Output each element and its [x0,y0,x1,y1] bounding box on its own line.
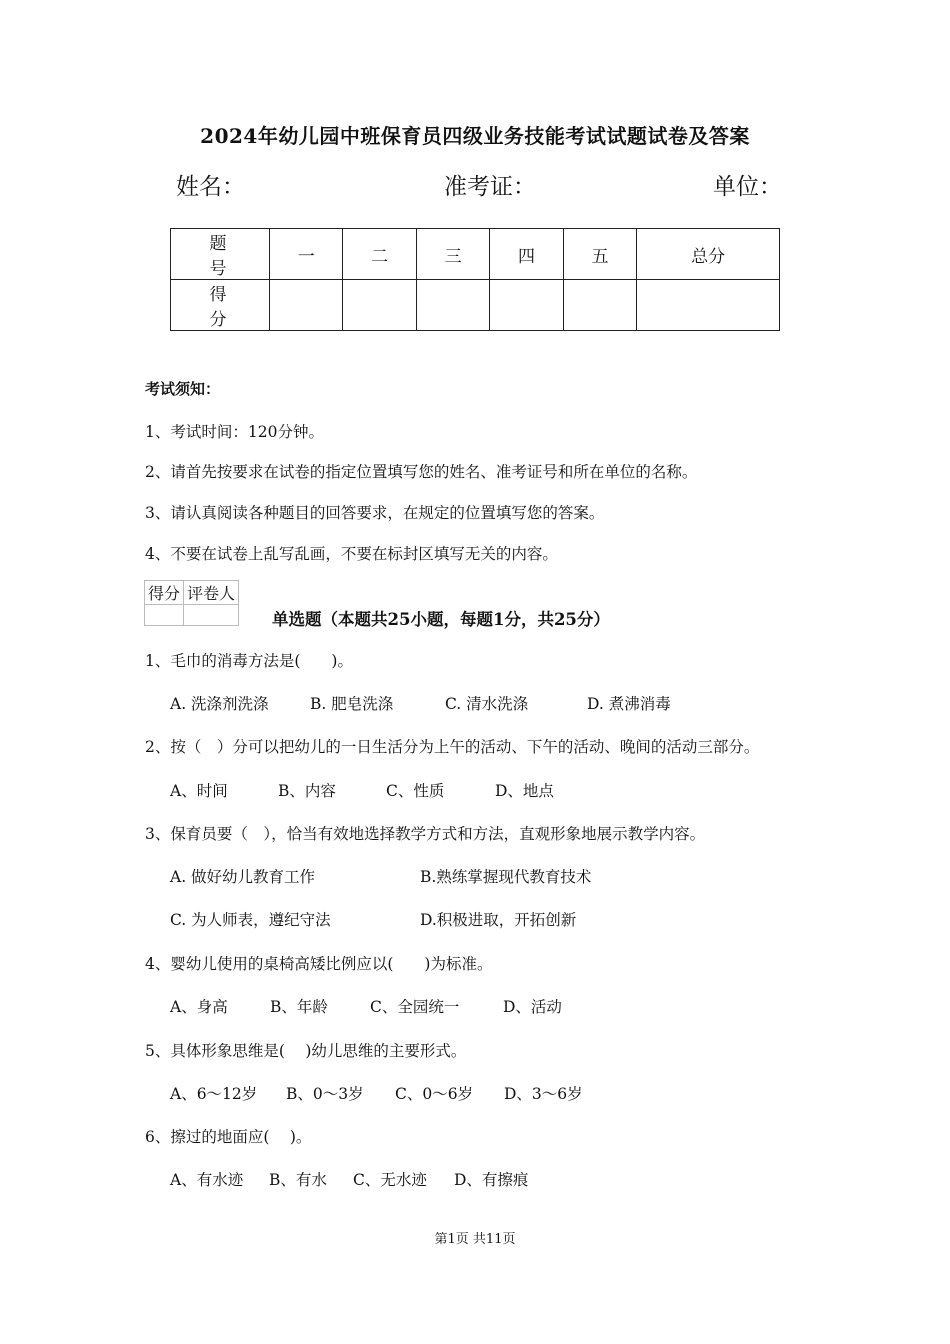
question-option[interactable]: A. 做好幼儿教育工作 [170,868,316,886]
question-stem: 5、具体形象思维是( )幼儿思维的主要形式。 [145,1042,467,1060]
notice-item: 1、考试时间：120分钟。 [145,423,324,441]
page-footer: 第1页 共11页 [434,1232,516,1247]
question-option[interactable]: D. 煮沸消毒 [587,695,671,713]
name-field-label: 姓名： [176,174,245,200]
question-option[interactable]: A、6～12岁 [170,1085,258,1103]
notice-item: 3、请认真阅读各种题目的回答要求，在规定的位置填写您的答案。 [145,504,605,522]
question-option[interactable]: A、有水迹 [170,1171,244,1189]
score-cell[interactable] [343,280,416,331]
question-option[interactable]: B、年龄 [270,998,328,1016]
question-option[interactable]: B、内容 [278,782,336,800]
grader-box [144,580,239,626]
grader-score-cell[interactable] [145,605,184,626]
question-option[interactable]: D、地点 [495,782,554,800]
grader-reviewer-cell[interactable] [184,605,239,626]
question-option[interactable]: D、3～6岁 [504,1085,583,1103]
unit-field-label: 单位： [713,174,782,200]
question-option[interactable]: D、有擦痕 [454,1171,529,1189]
question-stem: 6、擦过的地面应( )。 [145,1128,312,1146]
exam-number-field-label: 准考证： [444,174,536,200]
candidate-info-row [176,168,782,204]
question-option[interactable]: B、有水 [269,1171,327,1189]
question-option[interactable]: A. 洗涤剂洗涤 [170,695,269,713]
score-header-cell: 二 [343,229,416,280]
question-option[interactable]: D、活动 [503,998,562,1016]
notice-item: 4、不要在试卷上乱写乱画，不要在标封区填写无关的内容。 [145,545,558,563]
section-title: 单选题（本题共25小题，每题1分，共25分） [272,610,610,629]
score-header-label: 题 号 [171,229,270,280]
question-option[interactable]: A、身高 [170,998,228,1016]
score-header-cell: 三 [416,229,489,280]
score-header-cell: 四 [490,229,563,280]
question-option[interactable]: C. 为人师表，遵纪守法 [170,911,331,929]
question-option[interactable]: C. 清水洗涤 [445,695,529,713]
question-stem: 2、按（ ）分可以把幼儿的一日生活分为上午的活动、下午的活动、晚间的活动三部分。 [145,738,760,756]
question-option[interactable]: A、时间 [170,782,228,800]
score-table-score-row [171,280,780,331]
question-option[interactable]: B.熟练掌握现代教育技术 [420,868,592,886]
score-cell[interactable] [563,280,636,331]
question-stem: 1、毛巾的消毒方法是( )。 [145,652,353,670]
score-header-cell: 五 [563,229,636,280]
question-option[interactable]: C、0～6岁 [395,1085,474,1103]
score-table-header-row [171,229,780,280]
question-option[interactable]: B、0～3岁 [286,1085,364,1103]
score-cell[interactable] [270,280,343,331]
score-cell-total[interactable] [637,280,780,331]
score-cell[interactable] [490,280,563,331]
question-option[interactable]: C、无水迹 [353,1171,427,1189]
page-title: 2024年幼儿园中班保育员四级业务技能考试试题试卷及答案 [200,124,750,148]
notice-title: 考试须知： [145,380,221,398]
question-stem: 4、婴幼儿使用的桌椅高矮比例应以( )为标准。 [145,955,493,973]
score-cell[interactable] [416,280,489,331]
grader-score-label: 得分 [145,581,184,605]
score-header-total: 总分 [637,229,780,280]
question-option[interactable]: C、性质 [386,782,445,800]
question-option[interactable]: C、全园统一 [370,998,460,1016]
score-header-cell: 一 [270,229,343,280]
question-stem: 3、保育员要（ ），恰当有效地选择教学方式和方法，直观形象地展示教学内容。 [145,825,706,843]
score-row-label: 得 分 [171,280,270,331]
grader-reviewer-label: 评卷人 [184,581,239,605]
notice-item: 2、请首先按要求在试卷的指定位置填写您的姓名、准考证号和所在单位的名称。 [145,463,698,481]
question-option[interactable]: B. 肥皂洗涤 [310,695,394,713]
question-option[interactable]: D.积极进取，开拓创新 [420,911,577,929]
score-table [170,228,780,331]
